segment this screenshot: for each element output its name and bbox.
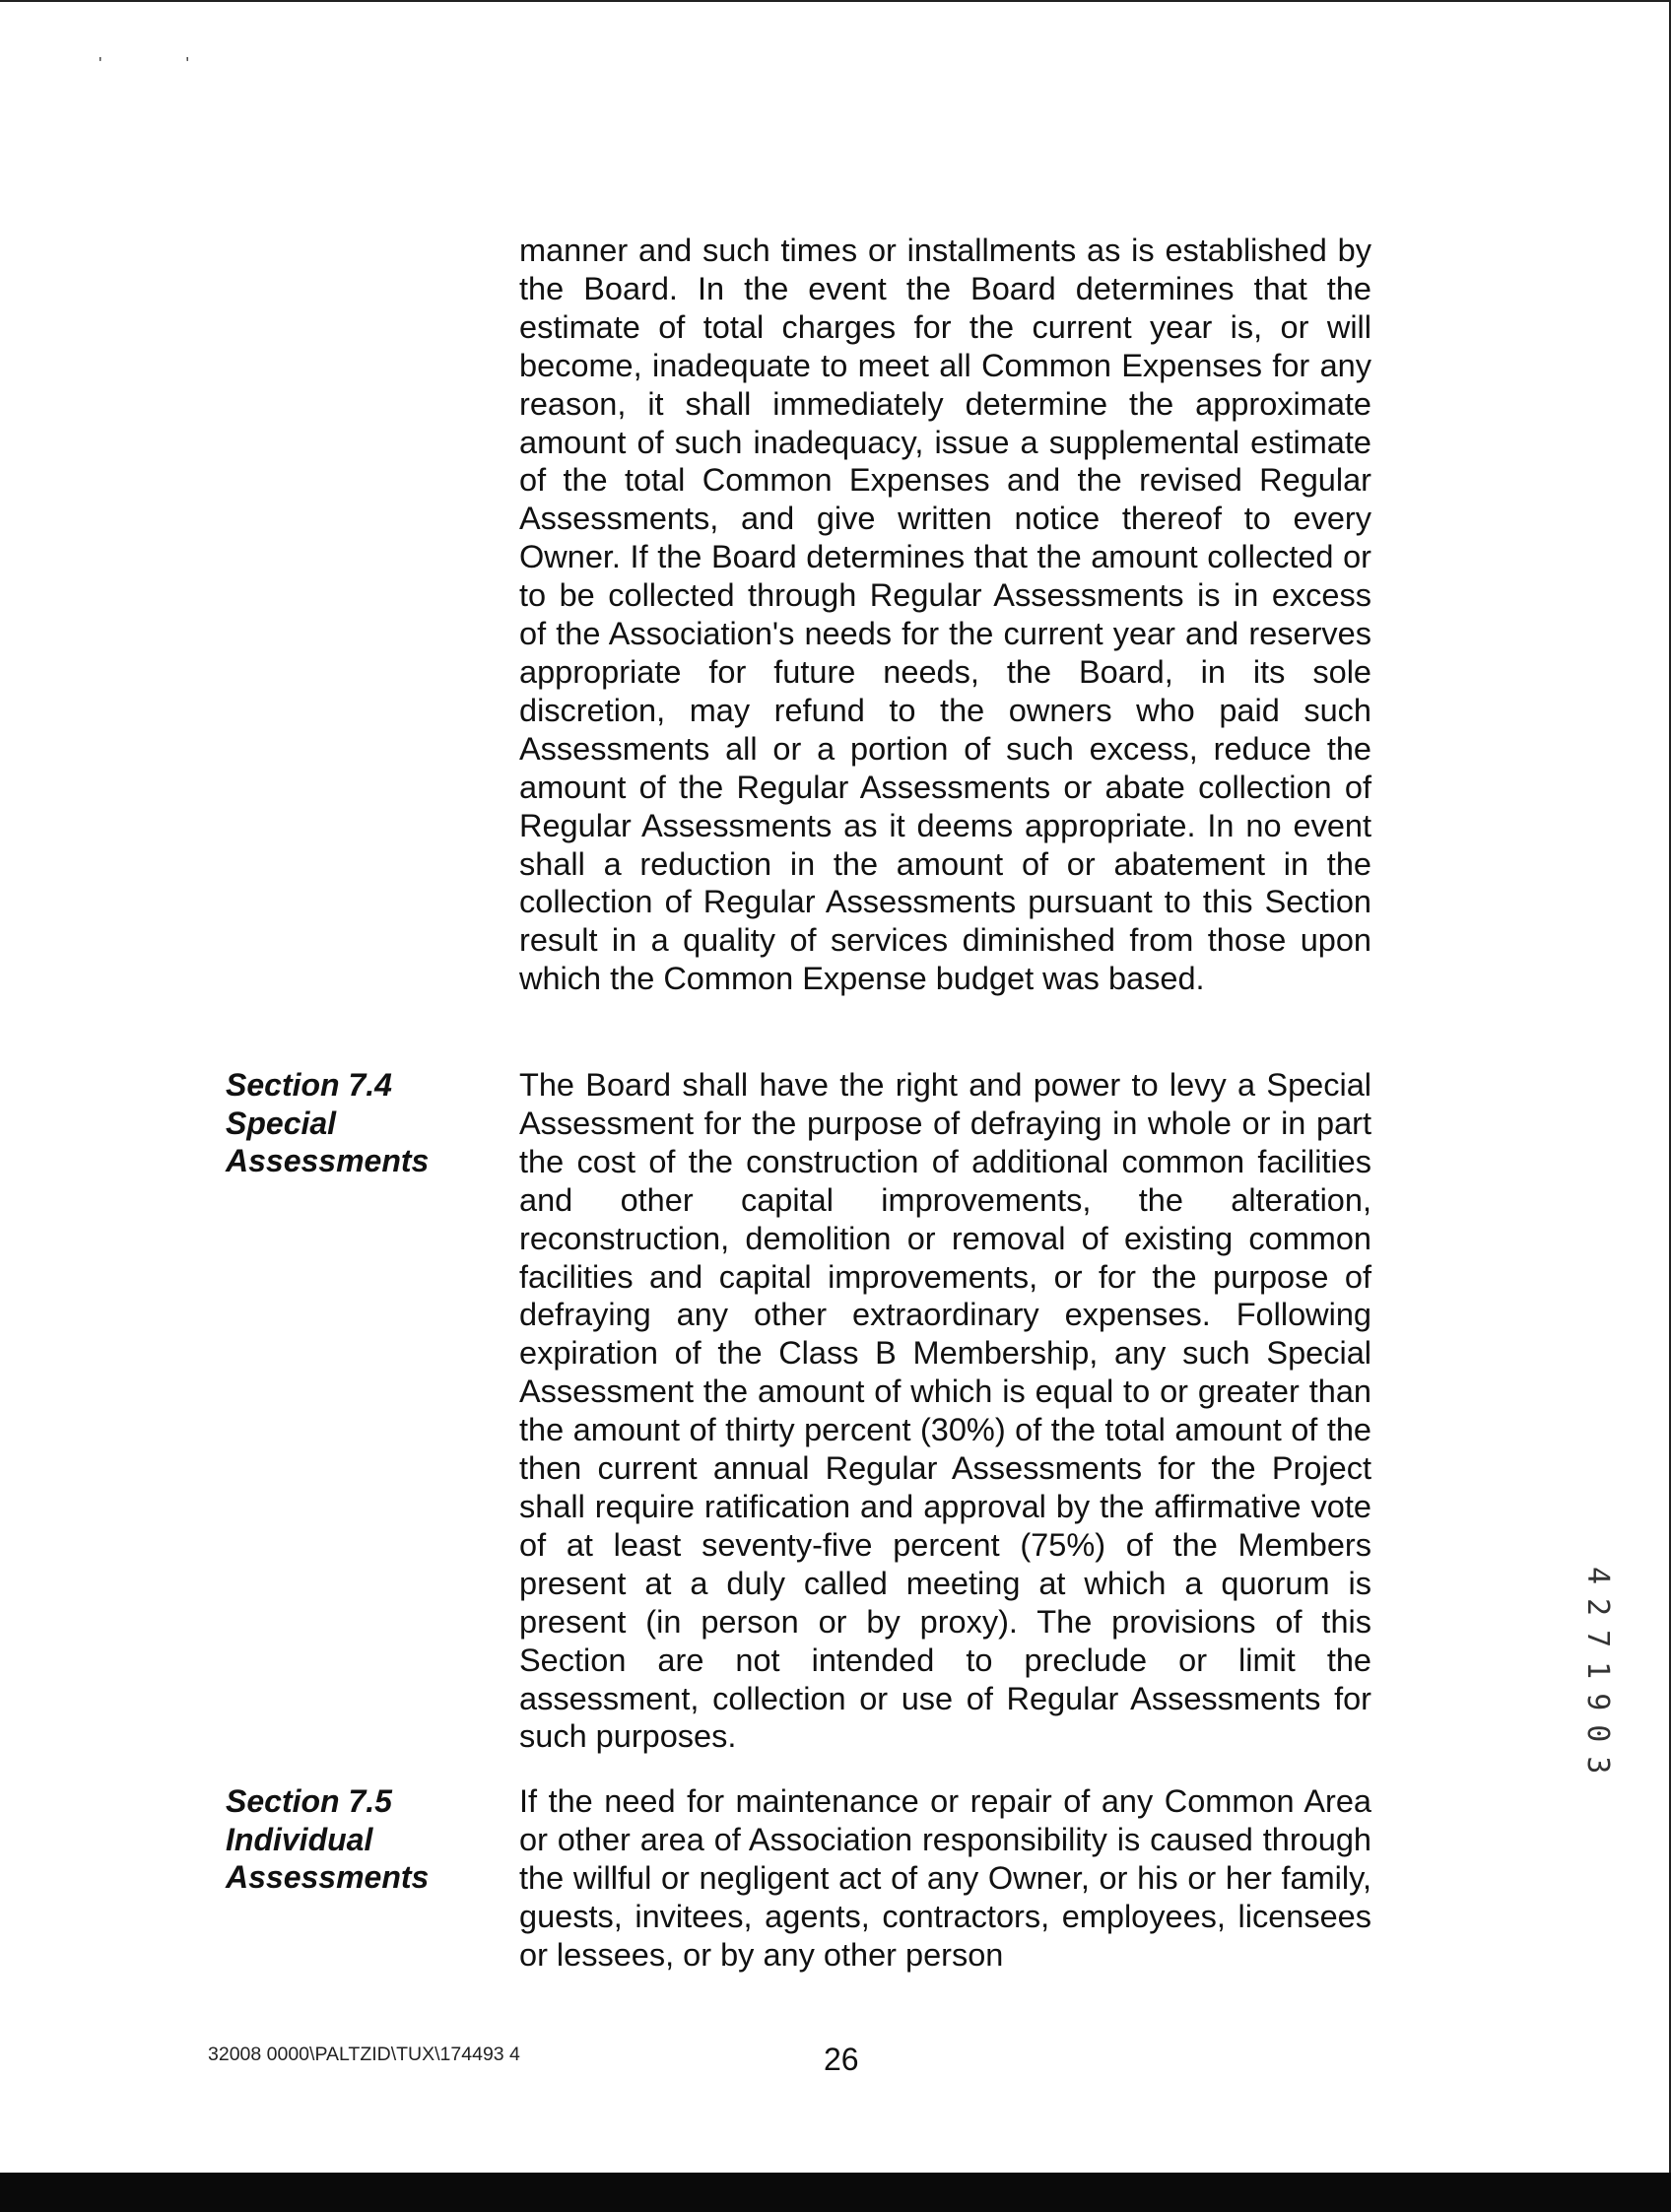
scan-bottom-band xyxy=(0,2173,1671,2212)
footer-document-code: 32008 0000\PALTZID\TUX\174493 4 xyxy=(208,2044,520,2065)
section-7-5-body-text: If the need for maintenance or repair of any Common Area or other area of Association responsibility is caused through the willful or negligent act of any Owner, or his or her family, guests, invitees, agents, contractors, employees, licensees or lessees, or by any other person xyxy=(519,1783,1371,1973)
section-7-5-number: Section 7.5 xyxy=(226,1783,392,1819)
section-7-4-heading xyxy=(226,1066,492,1180)
section-7-5-heading xyxy=(226,1782,492,1897)
section-7-4-title-line1: Special xyxy=(226,1105,337,1141)
margin-stamp-text: 4271903 xyxy=(1580,1567,1615,1788)
section-7-4-title-line2: Assessments xyxy=(226,1143,430,1178)
scan-specks-icon: ' ' xyxy=(99,54,229,74)
margin-recording-stamp xyxy=(1571,1567,1621,1902)
section-7-5-title-line2: Assessments xyxy=(226,1859,430,1895)
page-top-border xyxy=(0,0,1671,2)
section-7-4-body-text: The Board shall have the right and power to levy a Special Assessment for the purpose of defraying in whole or in part the cost of the construction of additional common facilities and other capital improvements, the alteration, reconstruction, demolition or removal of existing common facilities and capital improvements, or for the purpose of defraying any other extraordinary expenses. Following expiration of the Class B Membership, any such Special Assessment the amount of which is equal to or greater than the amount of thirty percent (30%) of the total amount of the then current annual Regular Assessments for the Project shall require ratification and approval by the affirmative vote of at least seventy-five percent (75%) of the Members present at a duly called meeting at which a quorum is present (in person or by proxy). The provisions of this Section are not intended to preclude or limit the assessment, collection or use of Regular Assessments for such purposes. xyxy=(519,1067,1371,1755)
section-7-5-title-line1: Individual xyxy=(226,1821,373,1857)
page-number: 26 xyxy=(824,2042,859,2077)
section-7-3-continuation-text: manner and such times or installments as is established by the Board. In the event the Board determines that the estimate of total charges for the current year is, or will become, inadequate to meet all Common Expenses for any reason, it shall immediately determine the approximate amount of such inadequacy, issue a supplemental estimate of the total Common Expenses and the revised Regular Assessments, and give written notice thereof to every Owner. If the Board determines that the amount collected or to be collected through Regular Assessments is in excess of the Association's needs for the current year and reserves appropriate for future needs, the Board, in its sole discretion, may refund to the owners who paid such Assessments all or a portion of such excess, reduce the amount of the Regular Assessments or abate collection of Regular Assessments as it deems appropriate. In no event shall a reduction in the amount of or abatement in the collection of Regular Assessments pursuant to this Section result in a quality of services diminished from those upon which the Common Expense budget was based. xyxy=(519,233,1371,997)
section-7-4-number: Section 7.4 xyxy=(226,1067,392,1103)
